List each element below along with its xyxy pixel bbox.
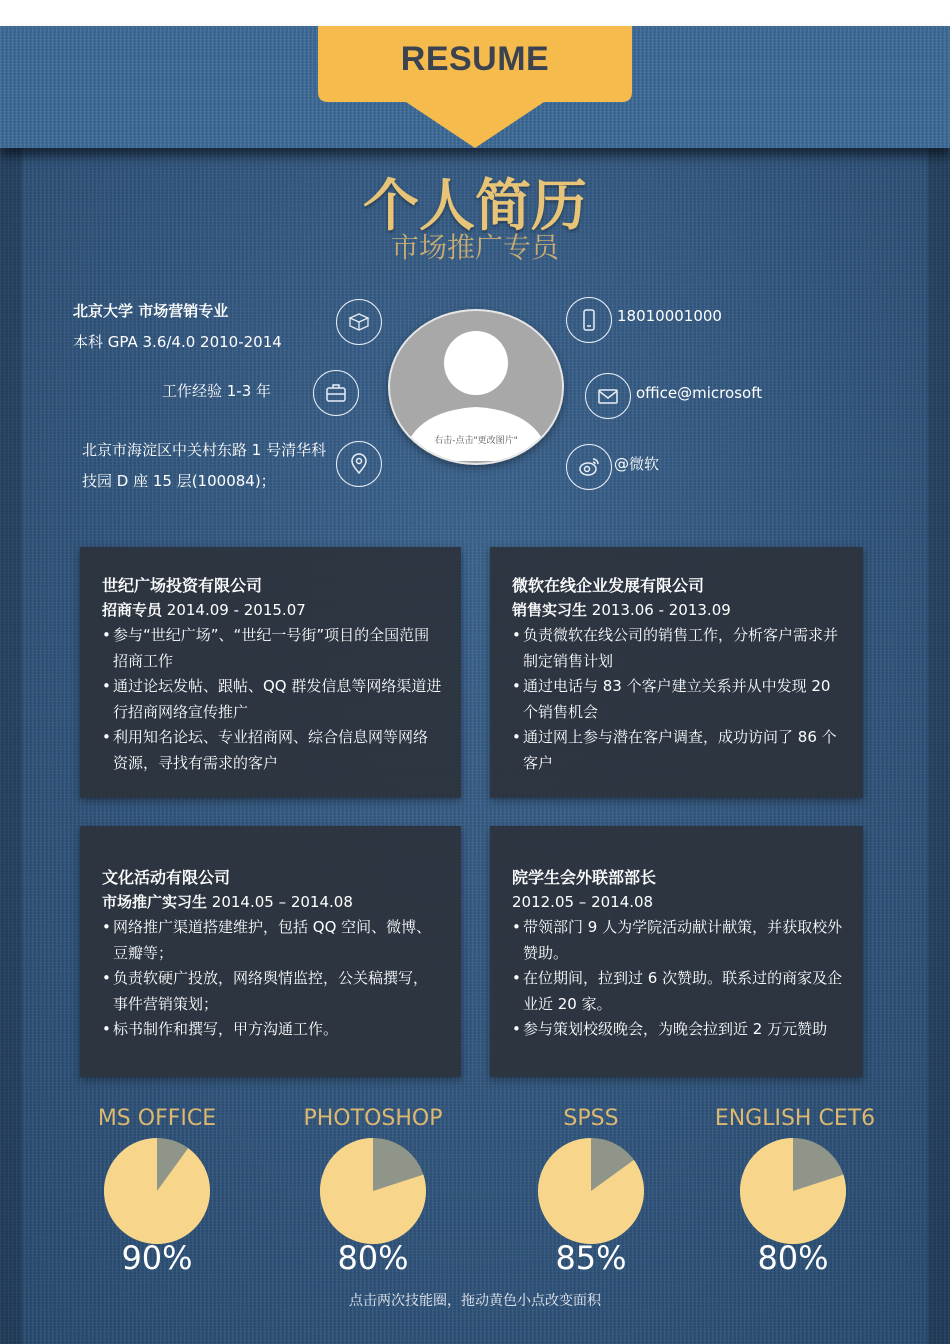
company-name: 文化活动有限公司 <box>102 868 231 887</box>
email-text: office@microsoft <box>636 384 763 402</box>
skill-name-ms-office: MS OFFICE <box>97 1106 217 1131</box>
skill-pie-spss[interactable] <box>536 1136 646 1246</box>
role-line: 2012.05 – 2014.08 <box>512 893 654 911</box>
skill-percent-photoshop: 80% <box>337 1239 409 1277</box>
skill-name-photoshop: PHOTOSHOP <box>303 1106 443 1131</box>
experience-card-4 <box>490 826 863 1077</box>
bullet-list <box>512 915 846 1043</box>
skill-percent-english-cet6: 80% <box>757 1239 829 1277</box>
briefcase-icon <box>313 370 359 416</box>
avatar-caption: 右击-点击"更改图片" <box>434 436 518 446</box>
school-text: 北京大学 市场营销专业 <box>73 302 229 320</box>
list-item: • 参与“世纪广场”、“世纪一号街”项目的全国范围招商工作 <box>102 623 442 674</box>
bullet-list <box>102 623 442 776</box>
list-item: • 网络推广渠道搭建维护，包括 QQ 空间、微博、豆瓣等； <box>102 915 442 966</box>
experience-card-2 <box>490 547 863 798</box>
list-item: • 带领部门 9 人为学院活动献计献策，并获取校外赞助。 <box>512 915 846 966</box>
right-edge-shadow <box>928 148 950 1344</box>
skill-name-spss: SPSS <box>563 1106 619 1131</box>
skill-hint: 点击两次技能圈，拖动黄色小点改变面积 <box>349 1293 601 1309</box>
list-item: • 负责微软在线公司的销售工作，分析客户需求并制定销售计划 <box>512 623 846 674</box>
skill-pie-english-cet6[interactable] <box>738 1136 848 1246</box>
skill-percent-spss: 85% <box>555 1239 627 1277</box>
location-pin-icon <box>336 441 382 487</box>
experience-card-3 <box>80 826 461 1077</box>
skill-pie-photoshop[interactable] <box>318 1136 428 1246</box>
experience-card-1 <box>80 547 461 798</box>
ribbon-label: RESUME <box>400 40 550 78</box>
skill-pie-ms-office[interactable] <box>102 1136 212 1246</box>
education-icon <box>336 299 382 345</box>
page-subtitle: 市场推广专员 <box>390 231 559 264</box>
list-item: • 通过电话与 83 个客户建立关系并从中发现 20 个销售机会 <box>512 674 846 725</box>
position-title: 院学生会外联部部长 <box>512 868 657 887</box>
list-item: • 在位期间，拉到过 6 次赞助。联系过的商家及企业近 20 家。 <box>512 966 846 1017</box>
degree-text: 本科 GPA 3.6/4.0 2010-2014 <box>73 333 282 351</box>
resume-ribbon <box>318 26 632 150</box>
role-line: 销售实习生 2013.06 - 2013.09 <box>512 601 731 619</box>
mail-icon <box>585 373 631 419</box>
role-line: 招商专员 2014.09 - 2015.07 <box>102 601 306 619</box>
bullet-list <box>512 623 846 776</box>
address-line-1: 北京市海淀区中关村东路 1 号清华科 <box>82 441 327 459</box>
page-title: 个人简历 <box>363 174 587 239</box>
phone-icon <box>566 297 612 343</box>
top-margin <box>0 0 950 26</box>
weibo-text: @微软 <box>614 455 660 473</box>
list-item: • 通过论坛发帖、跟帖、QQ 群发信息等网络渠道进行招商网络宣传推广 <box>102 674 442 725</box>
role-line: 市场推广实习生 2014.05 – 2014.08 <box>102 893 353 911</box>
list-item: • 参与策划校级晚会，为晚会拉到近 2 万元赞助 <box>512 1017 846 1043</box>
phone-text: 18010001000 <box>617 307 722 325</box>
skill-percent-ms-office: 90% <box>121 1239 193 1277</box>
company-name: 世纪广场投资有限公司 <box>102 576 263 595</box>
address-line-2: 技园 D 座 15 层(100084)； <box>82 472 276 490</box>
list-item: • 通过网上参与潜在客户调查，成功访问了 86 个客户 <box>512 725 846 776</box>
avatar[interactable] <box>388 309 564 465</box>
experience-text: 工作经验 1-3 年 <box>162 382 272 400</box>
left-edge-shadow <box>0 148 22 1344</box>
skill-name-english-cet6: ENGLISH CET6 <box>714 1106 876 1131</box>
list-item: • 利用知名论坛、专业招商网、综合信息网等网络资源，寻找有需求的客户 <box>102 725 442 776</box>
weibo-icon <box>566 444 612 490</box>
list-item: • 负责软硬广投放，网络舆情监控，公关稿撰写，事件营销策划； <box>102 966 442 1017</box>
company-name: 微软在线企业发展有限公司 <box>512 576 705 595</box>
list-item: • 标书制作和撰写，甲方沟通工作。 <box>102 1017 442 1043</box>
bullet-list <box>102 915 442 1043</box>
